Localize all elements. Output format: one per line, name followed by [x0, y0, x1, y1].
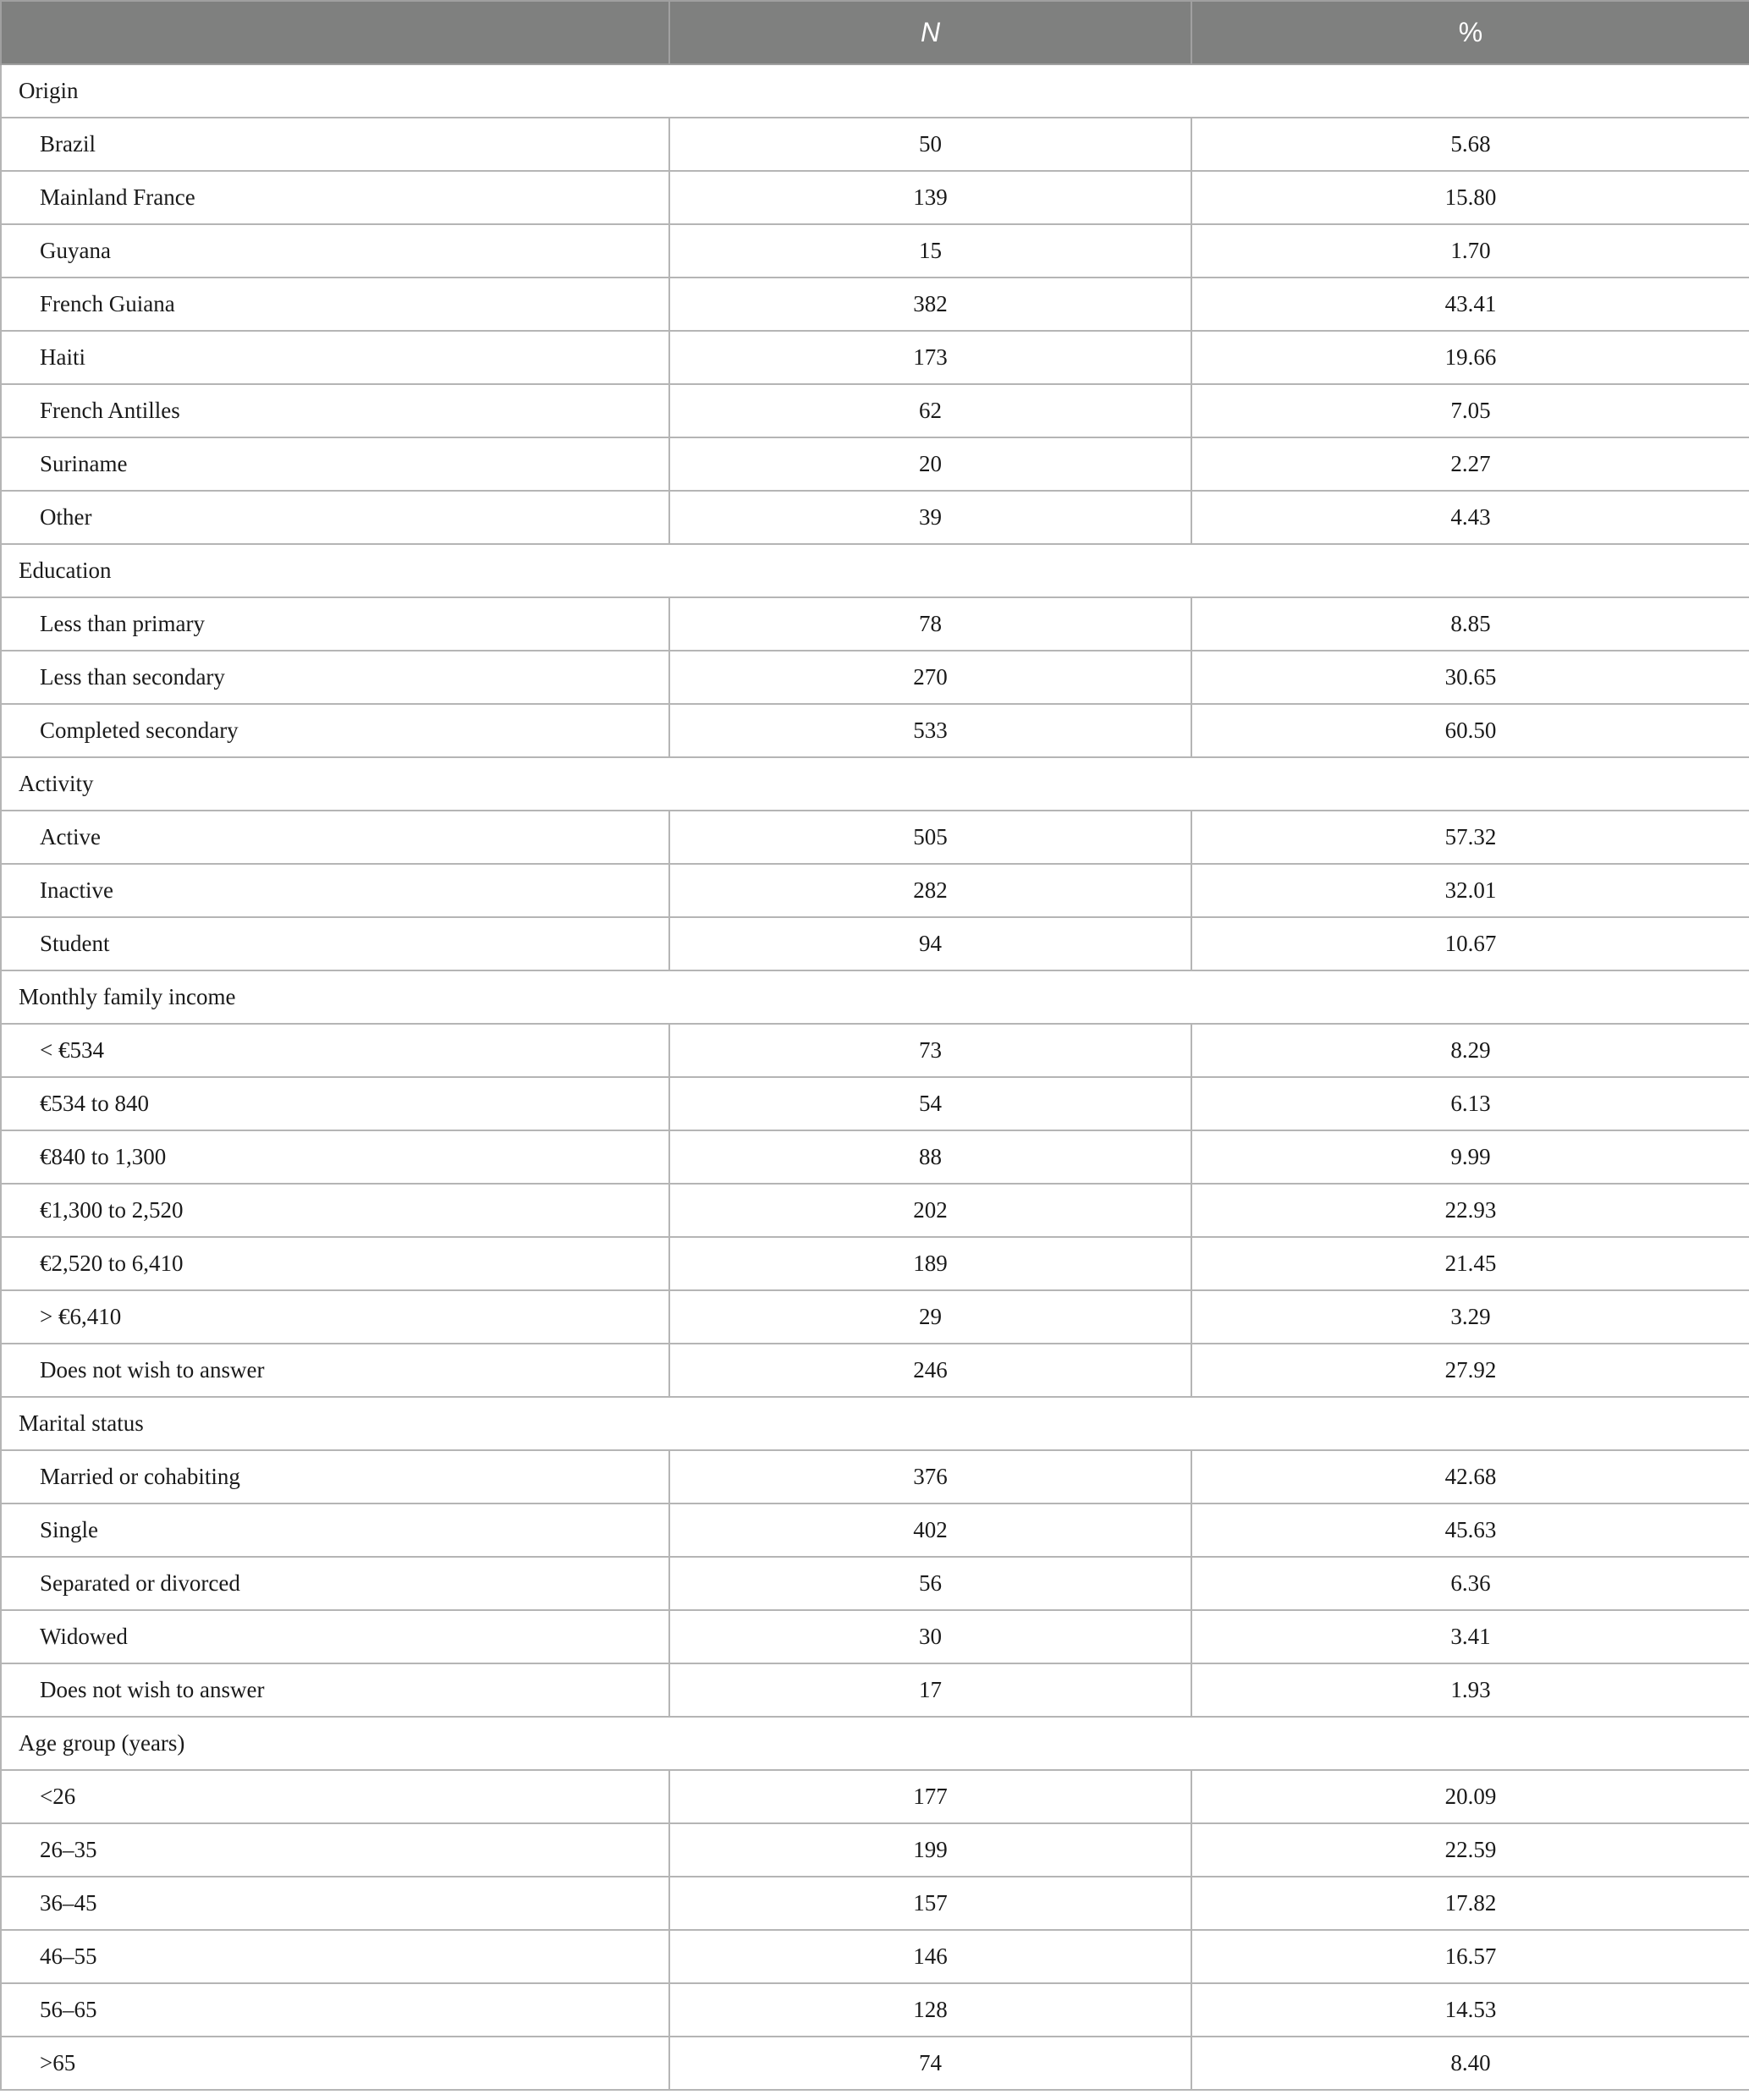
row-n-value: 533: [669, 704, 1191, 757]
table-row: [1, 864, 1749, 917]
section-title: Education: [1, 544, 1749, 597]
table-row: [1, 1983, 1749, 2037]
table-row: [1, 1930, 1749, 1983]
row-pct-value: 10.67: [1191, 917, 1749, 970]
row-n-value: 173: [669, 331, 1191, 384]
table-row: [1, 1184, 1749, 1237]
row-n-value: 94: [669, 917, 1191, 970]
row-pct-value: 45.63: [1191, 1504, 1749, 1557]
row-n-value: 505: [669, 811, 1191, 864]
row-pct-value: 5.68: [1191, 118, 1749, 171]
section-title: Activity: [1, 757, 1749, 811]
table-row: [1, 224, 1749, 278]
header-row: [1, 1, 1749, 64]
table-row: [1, 118, 1749, 171]
row-pct-value: 7.05: [1191, 384, 1749, 437]
row-pct-value: 20.09: [1191, 1770, 1749, 1823]
table-row: [1, 491, 1749, 544]
row-n-value: 29: [669, 1290, 1191, 1344]
row-n-value: 202: [669, 1184, 1191, 1237]
row-label: Does not wish to answer: [1, 1663, 669, 1717]
row-pct-value: 42.68: [1191, 1450, 1749, 1504]
row-n-value: 74: [669, 2037, 1191, 2090]
row-n-value: 78: [669, 597, 1191, 651]
section-row: [1, 544, 1749, 597]
row-label: €534 to 840: [1, 1077, 669, 1130]
row-pct-value: 27.92: [1191, 1344, 1749, 1397]
row-n-value: 73: [669, 1024, 1191, 1077]
row-label: Less than secondary: [1, 651, 669, 704]
row-pct-value: 6.36: [1191, 1557, 1749, 1610]
row-n-value: 157: [669, 1877, 1191, 1930]
row-label: Less than primary: [1, 597, 669, 651]
row-label: Completed secondary: [1, 704, 669, 757]
header-pct-cell: %: [1191, 1, 1749, 64]
row-pct-value: 3.41: [1191, 1610, 1749, 1663]
row-pct-value: 9.99: [1191, 1130, 1749, 1184]
row-n-value: 56: [669, 1557, 1191, 1610]
row-n-value: 189: [669, 1237, 1191, 1290]
row-label: Mainland France: [1, 171, 669, 224]
table-row: [1, 917, 1749, 970]
row-pct-value: 60.50: [1191, 704, 1749, 757]
row-pct-value: 8.85: [1191, 597, 1749, 651]
row-pct-value: 15.80: [1191, 171, 1749, 224]
table-row: [1, 2037, 1749, 2090]
row-n-value: 62: [669, 384, 1191, 437]
row-pct-value: 4.43: [1191, 491, 1749, 544]
row-n-value: 402: [669, 1504, 1191, 1557]
row-pct-value: 22.59: [1191, 1823, 1749, 1877]
row-pct-value: 32.01: [1191, 864, 1749, 917]
table-row: [1, 1450, 1749, 1504]
row-pct-value: 1.93: [1191, 1663, 1749, 1717]
row-label: Does not wish to answer: [1, 1344, 669, 1397]
section-row: [1, 757, 1749, 811]
table-header: [1, 1, 1749, 64]
row-label: Separated or divorced: [1, 1557, 669, 1610]
table-row: [1, 1663, 1749, 1717]
table-row: [1, 1610, 1749, 1663]
row-n-value: 15: [669, 224, 1191, 278]
table-row: [1, 1237, 1749, 1290]
table-row: [1, 1504, 1749, 1557]
row-pct-value: 8.40: [1191, 2037, 1749, 2090]
table-row: [1, 384, 1749, 437]
table-row: [1, 1024, 1749, 1077]
table-row: [1, 1557, 1749, 1610]
table-body: [1, 64, 1749, 2090]
row-n-value: 270: [669, 651, 1191, 704]
table-row: [1, 437, 1749, 491]
row-pct-value: 57.32: [1191, 811, 1749, 864]
row-label: Other: [1, 491, 669, 544]
row-label: French Antilles: [1, 384, 669, 437]
table-row: [1, 651, 1749, 704]
row-label: French Guiana: [1, 278, 669, 331]
section-title: Marital status: [1, 1397, 1749, 1450]
row-n-value: 146: [669, 1930, 1191, 1983]
row-label: <26: [1, 1770, 669, 1823]
table-row: [1, 1077, 1749, 1130]
row-n-value: 30: [669, 1610, 1191, 1663]
row-pct-value: 30.65: [1191, 651, 1749, 704]
table-row: [1, 1344, 1749, 1397]
row-label: Single: [1, 1504, 669, 1557]
row-label: 36–45: [1, 1877, 669, 1930]
row-pct-value: 2.27: [1191, 437, 1749, 491]
row-label: 26–35: [1, 1823, 669, 1877]
row-pct-value: 21.45: [1191, 1237, 1749, 1290]
header-n-cell: N: [669, 1, 1191, 64]
row-label: Student: [1, 917, 669, 970]
row-n-value: 39: [669, 491, 1191, 544]
row-n-value: 246: [669, 1344, 1191, 1397]
row-n-value: 54: [669, 1077, 1191, 1130]
row-pct-value: 43.41: [1191, 278, 1749, 331]
section-row: [1, 64, 1749, 118]
row-pct-value: 19.66: [1191, 331, 1749, 384]
row-pct-value: 17.82: [1191, 1877, 1749, 1930]
row-pct-value: 22.93: [1191, 1184, 1749, 1237]
row-label: €840 to 1,300: [1, 1130, 669, 1184]
table-row: [1, 278, 1749, 331]
row-label: Inactive: [1, 864, 669, 917]
row-label: Active: [1, 811, 669, 864]
header-label-cell: [1, 1, 669, 64]
table-row: [1, 1130, 1749, 1184]
row-n-value: 282: [669, 864, 1191, 917]
row-label: Married or cohabiting: [1, 1450, 669, 1504]
row-label: < €534: [1, 1024, 669, 1077]
row-n-value: 17: [669, 1663, 1191, 1717]
row-label: 46–55: [1, 1930, 669, 1983]
table-row: [1, 171, 1749, 224]
table-row: [1, 811, 1749, 864]
row-label: 56–65: [1, 1983, 669, 2037]
section-title: Monthly family income: [1, 970, 1749, 1024]
row-label: €2,520 to 6,410: [1, 1237, 669, 1290]
row-n-value: 128: [669, 1983, 1191, 2037]
row-label: Brazil: [1, 118, 669, 171]
row-pct-value: 6.13: [1191, 1077, 1749, 1130]
table-row: [1, 1877, 1749, 1930]
row-label: Guyana: [1, 224, 669, 278]
row-pct-value: 14.53: [1191, 1983, 1749, 2037]
table-row: [1, 597, 1749, 651]
row-label: Suriname: [1, 437, 669, 491]
section-row: [1, 1717, 1749, 1770]
row-n-value: 382: [669, 278, 1191, 331]
row-label: Haiti: [1, 331, 669, 384]
section-title: Age group (years): [1, 1717, 1749, 1770]
row-n-value: 88: [669, 1130, 1191, 1184]
row-label: >65: [1, 2037, 669, 2090]
row-label: Widowed: [1, 1610, 669, 1663]
table-row: [1, 1823, 1749, 1877]
table-row: [1, 1290, 1749, 1344]
row-pct-value: 8.29: [1191, 1024, 1749, 1077]
row-n-value: 376: [669, 1450, 1191, 1504]
row-pct-value: 16.57: [1191, 1930, 1749, 1983]
row-n-value: 177: [669, 1770, 1191, 1823]
row-n-value: 199: [669, 1823, 1191, 1877]
section-row: [1, 970, 1749, 1024]
table-row: [1, 331, 1749, 384]
row-n-value: 20: [669, 437, 1191, 491]
table-row: [1, 1770, 1749, 1823]
row-n-value: 139: [669, 171, 1191, 224]
row-n-value: 50: [669, 118, 1191, 171]
table-row: [1, 704, 1749, 757]
section-row: [1, 1397, 1749, 1450]
row-pct-value: 1.70: [1191, 224, 1749, 278]
row-label: €1,300 to 2,520: [1, 1184, 669, 1237]
row-label: > €6,410: [1, 1290, 669, 1344]
row-pct-value: 3.29: [1191, 1290, 1749, 1344]
section-title: Origin: [1, 64, 1749, 118]
